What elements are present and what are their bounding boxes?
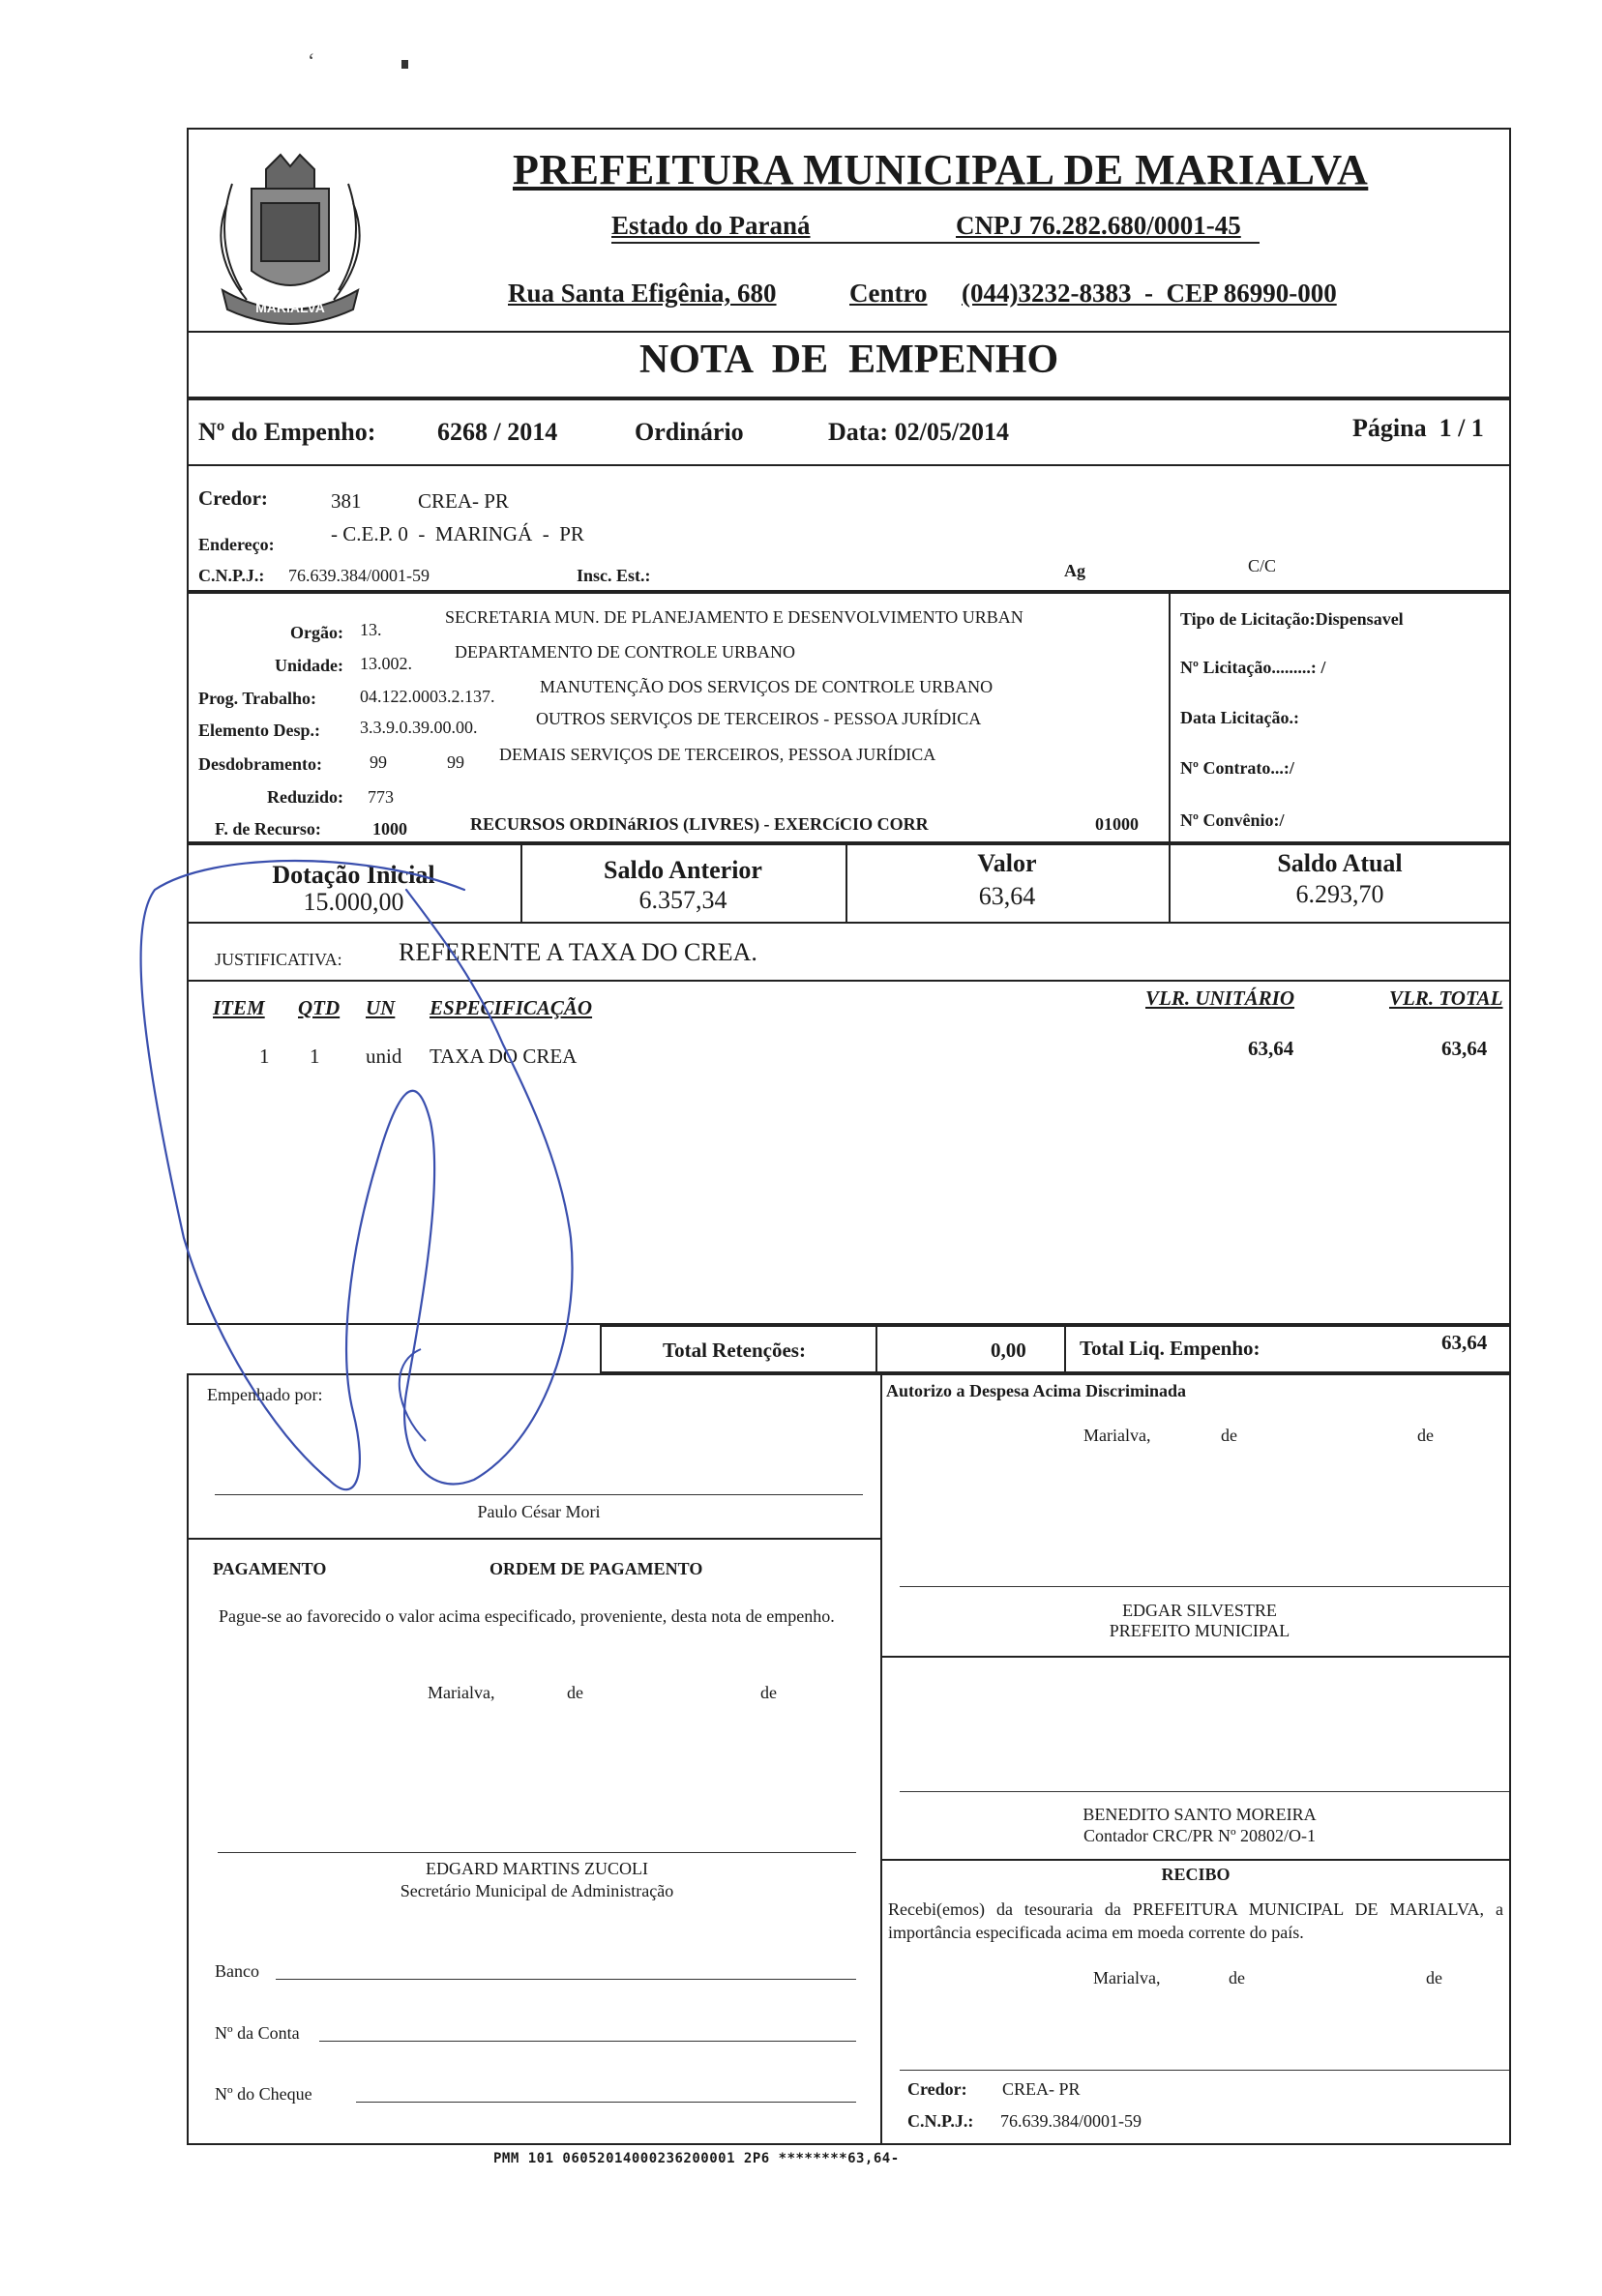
row-especificacao: TAXA DO CREA [430,1045,578,1068]
justificativa-text: REFERENTE A TAXA DO CREA. [399,938,757,966]
pagamento-city: Marialva, [428,1683,495,1702]
footer-code: PMM 101 06052014000236200001 2P6 ********63,64- [493,2151,900,2166]
endereco-label: Endereço: [198,535,275,554]
credor-label: Credor: [198,486,268,510]
autorizo-de1: de [1221,1426,1237,1445]
cheque-label: Nº do Cheque [215,2084,312,2104]
autorizo-city: Marialva, [1083,1426,1151,1445]
prefeito-role: PREFEITO MUNICIPAL [1109,1621,1290,1640]
col-vlr-unitario: VLR. UNITÁRIO [1145,986,1295,1010]
col-especificacao: ESPECIFICAÇÃO [430,996,593,1019]
cnpj-label: CNPJ 76.282.680/0001-45 [956,211,1241,240]
empenho-number: 6268 / 2014 [437,418,558,446]
row-un: unid [366,1045,402,1068]
recibo-cnpj: 76.639.384/0001-59 [1000,2111,1142,2131]
justificativa-label: JUSTIFICATIVA: [215,950,342,969]
cnpj-value: 76.639.384/0001-59 [288,566,430,585]
dotacao-label: Dotação Inicial [272,861,435,889]
phone-cep: (044)3232-8383 - CEP 86990-000 [962,279,1337,308]
pagamento-de2: de [760,1683,777,1702]
unidade-code: 13.002. [360,654,412,673]
col-qtd: QTD [298,996,341,1019]
row-item: 1 [259,1045,270,1068]
document-title: NOTA DE EMPENHO [638,338,1059,382]
fonte-label: F. de Recurso: [215,819,321,839]
desdobramento-b: 99 [447,752,464,772]
secretario-role: Secretário Municipal de Administração [400,1881,674,1900]
row-vlr-unitario: 63,64 [1248,1037,1294,1060]
orgao-desc: SECRETARIA MUN. DE PLANEJAMENTO E DESENVOLVIMENTO URBAN [445,607,1024,627]
ag-label: Ag [1064,561,1085,580]
numero-licitacao: Nº Licitação.........: / [1180,658,1326,677]
scan-mark: ʻ [308,48,315,73]
empenho-type: Ordinário [635,418,744,446]
address: Rua Santa Efigênia, 680 [508,279,777,308]
page-number: Página 1 / 1 [1352,414,1484,442]
unidade-label: Unidade: [274,656,343,675]
liquido-value: 63,64 [1441,1331,1488,1354]
fonte-desc: RECURSOS ORDINáRIOS (LIVRES) - EXERCíCIO CORR [470,814,929,834]
row-qtd: 1 [310,1045,320,1068]
empenhado-label: Empenhado por: [207,1385,323,1404]
saldo-anterior-value: 6.357,34 [638,886,727,914]
desdobramento-desc: DEMAIS SERVIÇOS DE TERCEIROS, PESSOA JURÍDICA [499,745,936,764]
reduzido-label: Reduzido: [266,787,343,807]
dotacao-value: 15.000,00 [303,888,404,916]
fonte-code: 1000 [372,819,407,839]
recibo-cnpj-label: C.N.P.J.: [907,2111,974,2131]
ordem-title: ORDEM DE PAGAMENTO [490,1559,703,1578]
fonte-number: 01000 [1095,814,1139,834]
saldo-atual-label: Saldo Atual [1277,849,1403,877]
recibo-credor-label: Credor: [907,2079,967,2099]
contador-role: Contador CRC/PR Nº 20802/O-1 [1083,1826,1317,1845]
row-vlr-total: 63,64 [1441,1037,1488,1060]
col-item: ITEM [213,996,265,1019]
state-label: Estado do Paraná [611,211,811,240]
orgao-label: Orgão: [290,623,343,642]
valor-value: 63,64 [978,882,1036,910]
empenho-number-label: Nº do Empenho: [198,418,376,446]
tipo-licitacao: Tipo de Licitação:Dispensavel [1180,609,1404,629]
desdobramento-label: Desdobramento: [198,754,322,774]
elemento-label: Elemento Desp.: [198,721,320,740]
retencoes-label: Total Retenções: [663,1339,806,1362]
recibo-city: Marialva, [1093,1968,1161,1987]
elemento-desc: OUTROS SERVIÇOS DE TERCEIROS - PESSOA JURÍDICA [536,709,982,728]
cnpj-label: C.N.P.J.: [198,566,265,585]
pagamento-de1: de [567,1683,583,1702]
crest-label: MARIALVA [255,300,325,315]
insc-label: Insc. Est.: [577,566,651,585]
district: Centro [849,279,928,308]
orgao-code: 13. [360,620,382,639]
liquido-label: Total Liq. Empenho: [1080,1337,1261,1360]
prog-code: 04.122.0003.2.137. [360,687,495,706]
conta-label: Nº da Conta [215,2023,300,2043]
contrato: Nº Contrato...:/ [1180,758,1294,778]
pagamento-title: PAGAMENTO [213,1559,327,1578]
credor-code: 381 [331,489,362,513]
recibo-de1: de [1229,1968,1245,1987]
recibo-credor: CREA- PR [1002,2079,1081,2099]
saldo-atual-value: 6.293,70 [1295,880,1384,908]
prog-desc: MANUTENÇÃO DOS SERVIÇOS DE CONTROLE URBANO [540,677,994,696]
retencoes-value: 0,00 [991,1339,1026,1362]
recibo-de2: de [1426,1968,1442,1987]
endereco-value: - C.E.P. 0 - MARINGÁ - PR [331,522,584,545]
contador-name: BENEDITO SANTO MOREIRA [1083,1805,1317,1824]
desdobramento-a: 99 [370,752,387,772]
autorizo-de2: de [1417,1426,1434,1445]
col-vlr-total: VLR. TOTAL [1389,986,1503,1010]
reduzido-value: 773 [368,787,394,807]
municipality-title: PREFEITURA MUNICIPAL DE MARIALVA [513,146,1369,193]
col-un: UN [366,996,396,1019]
pagamento-text: Pague-se ao favorecido o valor acima especificado, proveniente, desta nota de empenho. [219,1606,835,1626]
convenio: Nº Convênio:/ [1180,810,1285,830]
elemento-code: 3.3.9.0.39.00.00. [360,718,478,737]
unidade-desc: DEPARTAMENTO DE CONTROLE URBANO [455,642,795,662]
valor-label: Valor [977,849,1037,877]
secretario-name: EDGARD MARTINS ZUCOLI [426,1859,648,1878]
saldo-anterior-label: Saldo Anterior [604,856,762,884]
cc-label: C/C [1248,556,1277,575]
banco-label: Banco [215,1961,259,1981]
prefeito-name: EDGAR SILVESTRE [1122,1601,1277,1620]
prog-label: Prog. Trabalho: [198,689,317,708]
empenho-date: Data: 02/05/2014 [828,418,1010,446]
data-licitacao: Data Licitação.: [1180,708,1299,727]
recibo-title: RECIBO [1161,1865,1231,1884]
recibo-text: Recebi(emos) da tesouraria da PREFEITURA MUNICIPAL DE MARIALVA, a importância especificada acima em moeda corrente do país. [888,1899,1503,1942]
credor-name: CREA- PR [418,489,509,513]
autorizo-text: Autorizo a Despesa Acima Discriminada [886,1381,1186,1400]
empenhado-name: Paulo César Mori [477,1502,601,1521]
